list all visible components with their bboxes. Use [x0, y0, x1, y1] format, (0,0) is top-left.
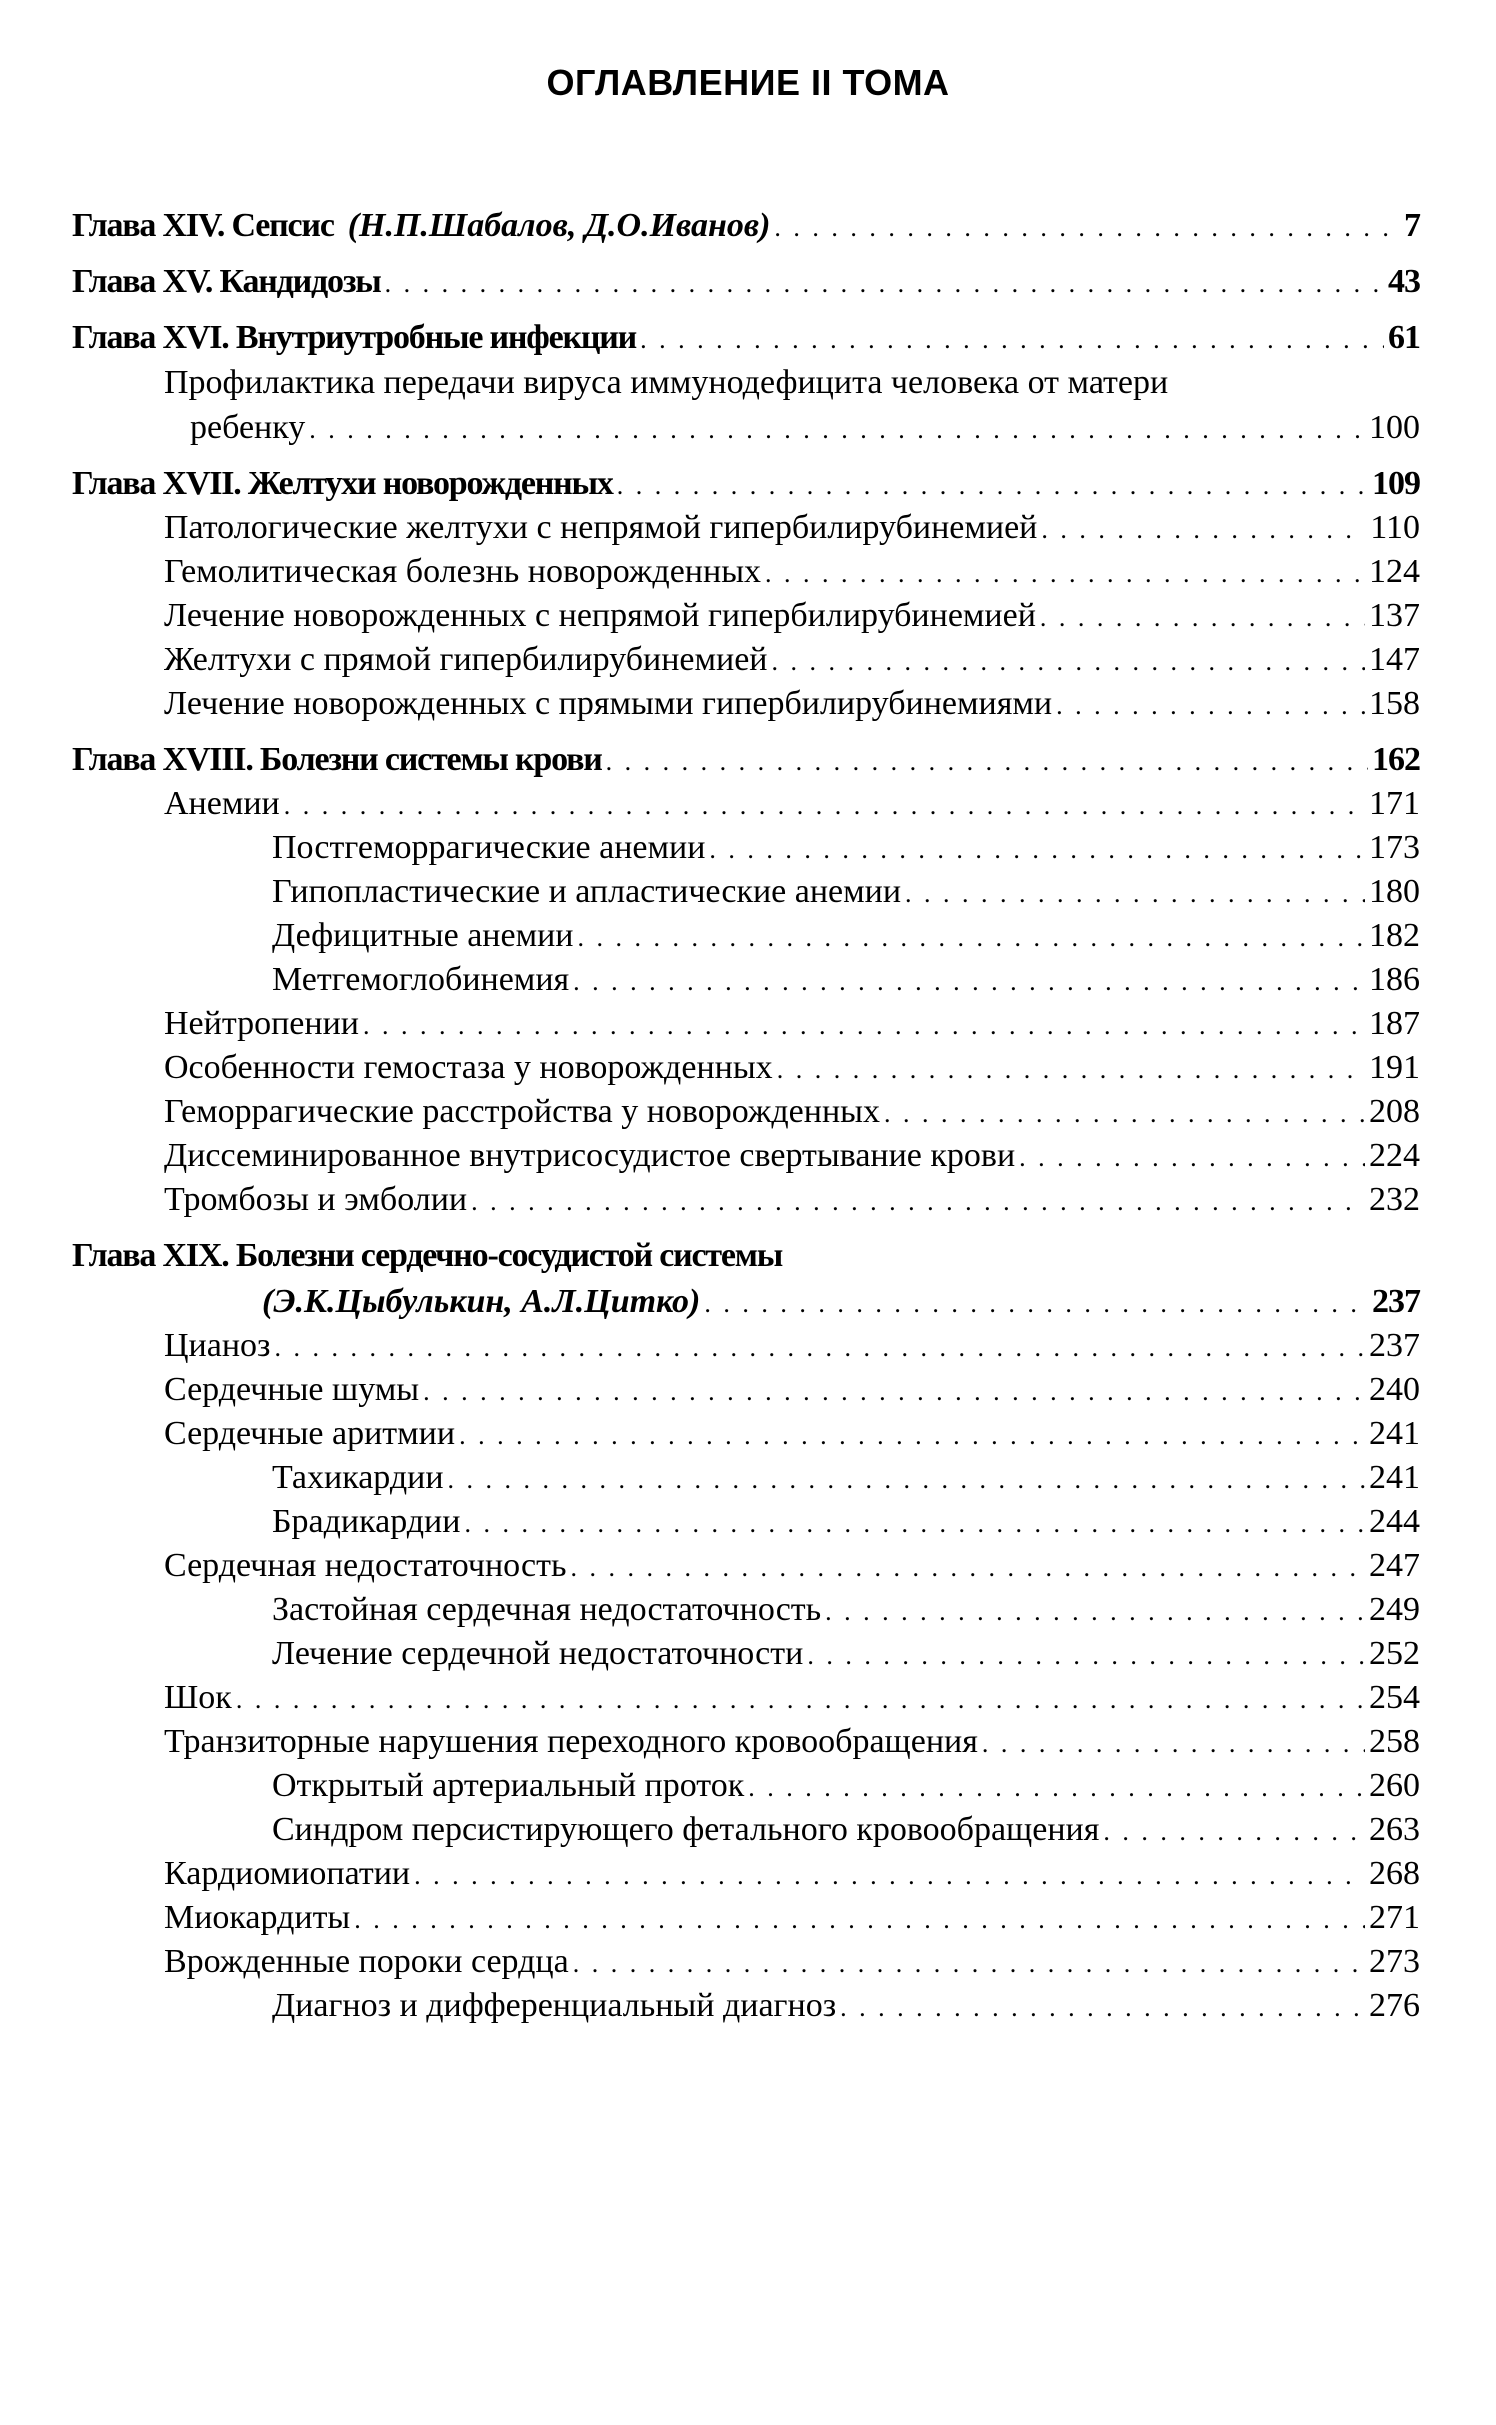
toc-entry-page: 186: [1369, 961, 1420, 998]
toc-entry-label: Брадикардии: [272, 1503, 461, 1540]
dot-leader: [414, 1852, 1365, 1898]
toc-entry-page: 158: [1369, 685, 1420, 722]
toc-entry-label: Геморрагические расстройства у новорожденных: [164, 1093, 881, 1130]
toc-entry-label: Тромбозы и эмболии: [164, 1181, 468, 1218]
toc-subsection[interactable]: [72, 1588, 1420, 1632]
toc-entry-page: 249: [1369, 1591, 1420, 1628]
toc-entry-label: Гипопластические и апластические анемии: [272, 873, 902, 910]
toc-entry-page: 61: [1388, 319, 1420, 356]
dot-leader: [905, 870, 1365, 916]
dot-leader: [1103, 1808, 1365, 1854]
toc-entry-label: Сердечные шумы: [164, 1371, 420, 1408]
toc-entry-label: Профилактика передачи вируса иммунодефицита человека от матери: [164, 364, 1169, 401]
dot-leader: [236, 1676, 1365, 1722]
toc-entry-page: 268: [1369, 1855, 1420, 1892]
toc-entry-page: 7: [1404, 207, 1420, 244]
dot-leader: [363, 1002, 1365, 1048]
toc-section[interactable]: [72, 1178, 1420, 1222]
toc-entry-page: 263: [1369, 1811, 1420, 1848]
toc-entry-label: Глава XVI. Внутриутробные инфекции: [72, 319, 637, 356]
toc-entry-label: Желтухи с прямой гипербилирубинемией: [164, 641, 768, 678]
toc-entry-page: 232: [1369, 1181, 1420, 1218]
dot-leader: [1019, 1134, 1365, 1180]
toc-subsection[interactable]: [72, 1456, 1420, 1500]
toc-entry-page: 171: [1369, 785, 1420, 822]
toc-entry-label: Нейтропении: [164, 1005, 359, 1042]
toc-chapter-17[interactable]: [72, 461, 1420, 506]
toc-section[interactable]: [72, 638, 1420, 682]
toc-entry-label: Лечение новорожденных с прямыми гипербилирубинемиями: [164, 685, 1053, 722]
toc-entry-authors: (Н.П.Шабалов, Д.О.Иванов): [347, 207, 771, 244]
toc-chapter-14[interactable]: [72, 203, 1420, 248]
dot-leader: [354, 1896, 1365, 1942]
dot-leader: [765, 550, 1365, 596]
toc-entry-page: 237: [1369, 1327, 1420, 1364]
dot-leader: [777, 1046, 1365, 1092]
toc-section[interactable]: [72, 1896, 1420, 1940]
dot-leader: [704, 1279, 1368, 1326]
toc-entry-page: 173: [1369, 829, 1420, 866]
dot-leader: [840, 1984, 1365, 2030]
toc-section[interactable]: [72, 550, 1420, 594]
toc-section[interactable]: [72, 1544, 1420, 1588]
toc-entry-page: 147: [1369, 641, 1420, 678]
toc-entry-label: Лечение сердечной недостаточности: [272, 1635, 804, 1672]
toc-chapter-15[interactable]: [72, 259, 1420, 304]
toc-section[interactable]: [72, 1852, 1420, 1896]
toc-entry-page: 182: [1369, 917, 1420, 954]
toc-entry-label: Кардиомиопатии: [164, 1855, 411, 1892]
toc-entry-page: 271: [1369, 1899, 1420, 1936]
dot-leader: [448, 1456, 1365, 1502]
dot-leader: [284, 782, 1365, 828]
toc-subsection[interactable]: [72, 958, 1420, 1002]
toc-chapter-18[interactable]: [72, 737, 1420, 782]
toc-section[interactable]: [72, 1002, 1420, 1046]
toc-subsection[interactable]: [72, 1500, 1420, 1544]
toc-entry-label: Дефицитные анемии: [272, 917, 574, 954]
toc-entry-label: Патологические желтухи с непрямой гипербилирубинемией: [164, 509, 1038, 546]
toc-section[interactable]: [72, 1324, 1420, 1368]
toc-entry-page: 162: [1372, 741, 1420, 778]
toc-section[interactable]: [72, 594, 1420, 638]
toc-entry-page: 276: [1369, 1987, 1420, 2024]
dot-leader: [617, 461, 1368, 508]
dot-leader: [1041, 506, 1366, 552]
toc-entry-page: 187: [1369, 1005, 1420, 1042]
dot-leader: [1040, 594, 1365, 640]
toc-subsection[interactable]: [72, 826, 1420, 870]
dot-leader: [464, 1500, 1365, 1546]
toc-entry-label: Миокардиты: [164, 1899, 351, 1936]
toc-entry-label: Анемии: [164, 785, 280, 822]
toc-section-hiv-line1[interactable]: [72, 360, 1420, 406]
dot-leader: [640, 315, 1384, 362]
dot-leader: [772, 638, 1366, 684]
toc-entry-page: 241: [1369, 1459, 1420, 1496]
toc-entry-label: Лечение новорожденных с непрямой гипербилирубинемией: [164, 597, 1036, 634]
toc-entry-label: Глава XIV. Сепсис: [72, 207, 334, 244]
toc-section[interactable]: [72, 1090, 1420, 1134]
toc-chapter-16[interactable]: [72, 315, 1420, 360]
toc-entry-label: Врожденные пороки сердца: [164, 1943, 569, 1980]
toc-section[interactable]: [72, 682, 1420, 726]
toc-section-hiv-line2[interactable]: [72, 406, 1420, 450]
toc-subsection[interactable]: [72, 1632, 1420, 1676]
dot-leader: [982, 1720, 1365, 1766]
toc-chapter-19-authors[interactable]: [72, 1279, 1420, 1324]
dot-leader: [471, 1178, 1365, 1224]
table-of-contents: [72, 203, 1420, 2028]
toc-entry-label: Метгемоглобинемия: [272, 961, 570, 998]
toc-entry-page: 180: [1369, 873, 1420, 910]
dot-leader: [807, 1632, 1365, 1678]
toc-entry-page: 137: [1369, 597, 1420, 634]
toc-section[interactable]: [72, 1134, 1420, 1178]
toc-entry-label: Тахикардии: [272, 1459, 444, 1496]
dot-leader: [573, 1940, 1365, 1986]
toc-entry-label: Синдром персистирующего фетального кровообращения: [272, 1811, 1100, 1848]
toc-section[interactable]: [72, 1940, 1420, 1984]
toc-entry-label: Сердечные аритмии: [164, 1415, 456, 1452]
toc-entry-label: Глава XVIII. Болезни системы крови: [72, 741, 602, 778]
toc-entry-page: 241: [1369, 1415, 1420, 1452]
dot-leader: [274, 1324, 1365, 1370]
toc-section[interactable]: [72, 1720, 1420, 1764]
toc-entry-label: ребенку: [190, 409, 306, 446]
toc-subsection[interactable]: [72, 1764, 1420, 1808]
toc-section[interactable]: [72, 506, 1420, 550]
toc-entry-page: 252: [1369, 1635, 1420, 1672]
toc-entry-label: Транзиторные нарушения переходного кровообращения: [164, 1723, 978, 1760]
toc-subsection[interactable]: [72, 914, 1420, 958]
toc-entry-label: Застойная сердечная недостаточность: [272, 1591, 822, 1628]
page-title: ОГЛАВЛЕНИЕ II ТОМА: [546, 62, 950, 103]
toc-section[interactable]: [72, 1412, 1420, 1456]
toc-section[interactable]: [72, 1046, 1420, 1090]
toc-entry-label: Сердечная недостаточность: [164, 1547, 567, 1584]
toc-entry-label: Постгеморрагические анемии: [272, 829, 706, 866]
dot-leader: [309, 406, 1365, 452]
dot-leader: [459, 1412, 1365, 1458]
dot-leader: [748, 1764, 1365, 1810]
toc-section[interactable]: [72, 1676, 1420, 1720]
toc-entry-page: 109: [1372, 465, 1420, 502]
toc-entry-page: 237: [1372, 1283, 1420, 1320]
dot-leader: [571, 1544, 1366, 1590]
toc-entry-page: 254: [1369, 1679, 1420, 1716]
toc-entry-label: Шок: [164, 1679, 232, 1716]
toc-chapter-19[interactable]: [72, 1233, 1420, 1279]
toc-entry-authors: (Э.К.Цыбулькин, А.Л.Цитко): [262, 1283, 701, 1320]
toc-entry-page: 110: [1370, 509, 1420, 546]
dot-leader: [825, 1588, 1365, 1634]
toc-subsection[interactable]: [72, 1984, 1420, 2028]
toc-subsection[interactable]: [72, 1808, 1420, 1852]
toc-entry-label: Особенности гемостаза у новорожденных: [164, 1049, 773, 1086]
toc-entry-page: 191: [1369, 1049, 1420, 1086]
toc-entry-label: Глава XV. Кандидозы: [72, 263, 381, 300]
toc-entry-label: Диагноз и дифференциальный диагноз: [272, 1987, 837, 2024]
toc-entry-page: 260: [1369, 1767, 1420, 1804]
toc-entry-label: Глава XIX. Болезни сердечно-сосудистой системы: [72, 1237, 783, 1274]
dot-leader: [385, 259, 1384, 306]
dot-leader: [578, 914, 1365, 960]
toc-entry-page: 224: [1369, 1137, 1420, 1174]
dot-leader: [709, 826, 1365, 872]
toc-entry-page: 244: [1369, 1503, 1420, 1540]
toc-entry-label: Диссеминированное внутрисосудистое свертывание крови: [164, 1137, 1016, 1174]
dot-leader: [606, 737, 1368, 784]
toc-section[interactable]: [72, 1368, 1420, 1412]
dot-leader: [774, 203, 1400, 250]
dot-leader: [884, 1090, 1365, 1136]
toc-entry-page: 124: [1369, 553, 1420, 590]
dot-leader: [1056, 682, 1365, 728]
toc-subsection[interactable]: [72, 870, 1420, 914]
toc-entry-page: 100: [1369, 409, 1420, 446]
toc-section[interactable]: [72, 782, 1420, 826]
toc-entry-label: Глава XVII. Желтухи новорожденных: [72, 465, 613, 502]
toc-entry-page: 43: [1388, 263, 1420, 300]
toc-entry-page: 247: [1369, 1547, 1420, 1584]
toc-entry-page: 273: [1369, 1943, 1420, 1980]
toc-entry-page: 258: [1369, 1723, 1420, 1760]
dot-leader: [573, 958, 1365, 1004]
toc-entry-label: Цианоз: [164, 1327, 271, 1364]
toc-entry-label: Открытый артериальный проток: [272, 1767, 745, 1804]
dot-leader: [423, 1368, 1365, 1414]
toc-entry-page: 240: [1369, 1371, 1420, 1408]
toc-entry-label: Гемолитическая болезнь новорожденных: [164, 553, 762, 590]
toc-entry-page: 208: [1369, 1093, 1420, 1130]
